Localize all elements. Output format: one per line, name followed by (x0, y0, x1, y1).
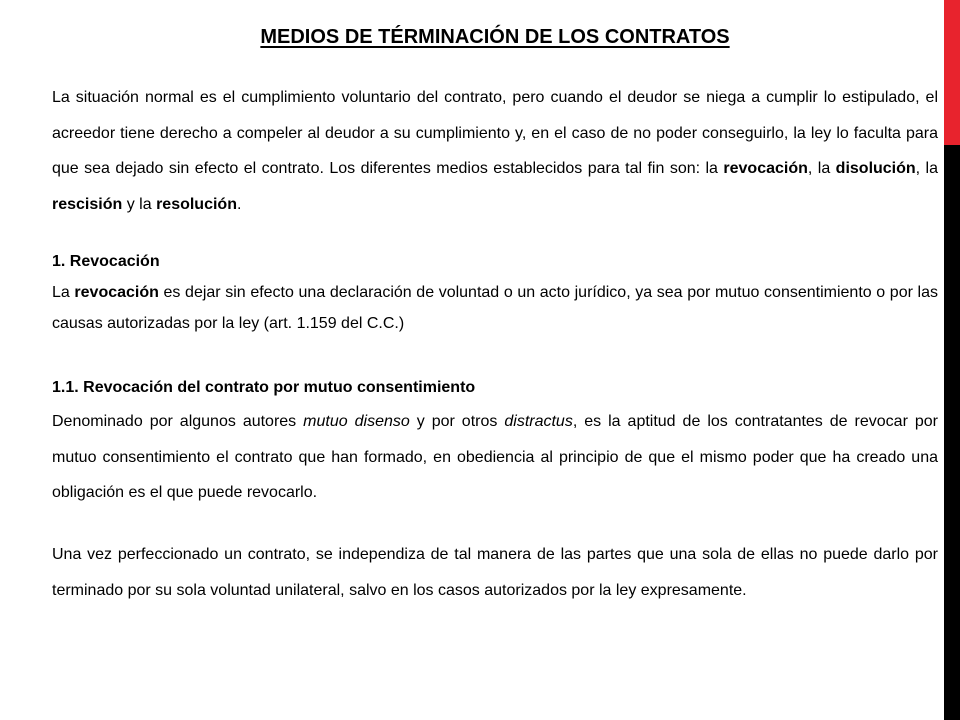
section-heading-mutuo: 1.1. Revocación del contrato por mutuo consentimiento (52, 379, 476, 396)
revocacion-text-1: La (52, 284, 75, 301)
slide-content (52, 0, 938, 720)
intro-text-4: y la (122, 195, 157, 213)
section-heading-revocacion: 1. Revocación (52, 253, 160, 270)
term-revocacion-def: revocación (74, 284, 159, 301)
perfeccionado-paragraph: Una vez perfeccionado un contrato, se independiza de tal manera de las partes que una sola de ellas no puede darlo por terminado por su sola voluntad unilateral, salvo en los casos autorizados por la ley expresamente. (52, 546, 938, 599)
mutuo-section (52, 374, 938, 511)
term-rescision: rescisión (52, 195, 123, 213)
term-mutuo-disenso: mutuo disenso (303, 413, 410, 430)
intro-text-2: , la (807, 160, 836, 177)
accent-stripe-red (944, 0, 960, 145)
slide-title: MEDIOS DE TÉRMINACIÓN DE LOS CONTRATOS (260, 26, 730, 48)
intro-text-1: La situación normal es el cumplimiento voluntario del contrato, pero cuando el deudor se niega a cumplir lo estipulado, el acreedor tiene derecho a compeler al deudor a su cumplimiento y, en el caso de no poder conseguirlo, la ley lo faculta para que sea dejado sin efecto el contrato. Los diferentes medios establecidos para tal fin son: la (52, 89, 938, 177)
term-disolucion: disolución (835, 160, 916, 177)
mutuo-text-3: , es la aptitud de los contratantes de revocar por mutuo consentimiento el contrato que han formado, en obediencia al principio de que el mismo poder que ha creado una obligación es el que puede revocarlo. (52, 413, 939, 501)
term-revocacion: revocación (723, 160, 808, 177)
revocacion-section (52, 246, 938, 339)
accent-stripe-black (944, 145, 960, 720)
intro-text-3: , la (915, 160, 939, 177)
term-resolucion: resolución (156, 195, 237, 213)
mutuo-text-2: y por otros (409, 413, 505, 430)
revocacion-text-2: es dejar sin efecto una declaración de voluntad o un acto jurídico, ya sea por mutuo consentimiento o por las causas autorizadas por la ley (art. 1.159 del C.C.) (52, 284, 938, 332)
term-distractus: distractus (504, 413, 573, 430)
mutuo-text-1: Denominado por algunos autores (52, 413, 304, 430)
intro-text-5: . (236, 195, 242, 213)
intro-paragraph (52, 80, 938, 222)
